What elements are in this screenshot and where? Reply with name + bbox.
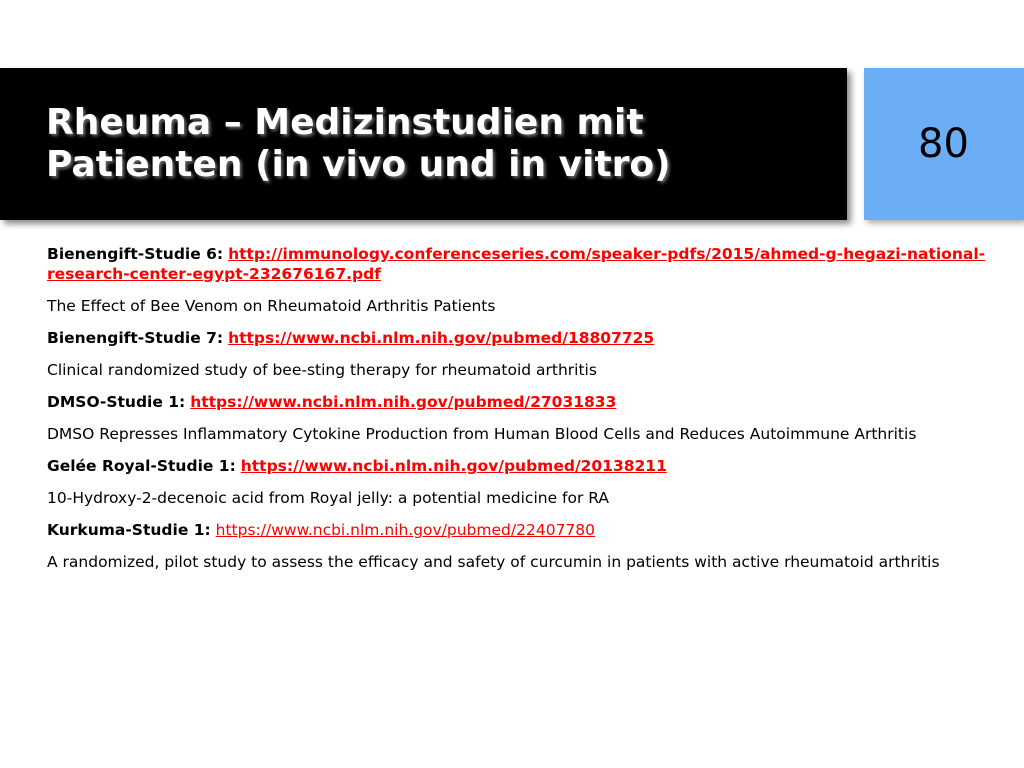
study-label: Kurkuma-Studie 1: — [47, 521, 211, 539]
study-entry — [47, 520, 987, 540]
study-description: DMSO Represses Inflammatory Cytokine Production from Human Blood Cells and Reduces Autoimmune Arthritis — [47, 425, 917, 443]
study-description: Clinical randomized study of bee-sting therapy for rheumatoid arthritis — [47, 361, 597, 379]
study-label: Gelée Royal-Studie 1: — [47, 457, 236, 475]
page-number: 80 — [918, 121, 969, 167]
title-bar — [0, 68, 847, 220]
study-entry — [47, 328, 987, 348]
study-description: The Effect of Bee Venom on Rheumatoid Arthritis Patients — [47, 297, 496, 315]
study-entry — [47, 456, 987, 476]
study-entry — [47, 392, 987, 412]
study-label: Bienengift-Studie 6: — [47, 245, 224, 263]
study-description: A randomized, pilot study to assess the efficacy and safety of curcumin in patients with active rheumatoid arthritis — [47, 553, 940, 571]
slide-title: Rheuma – Medizinstudien mit Patienten (in vivo und in vitro) — [46, 102, 671, 185]
study-description: 10-Hydroxy-2-decenoic acid from Royal jelly: a potential medicine for RA — [47, 489, 610, 507]
study-label: Bienengift-Studie 7: — [47, 329, 224, 347]
study-link[interactable]: http://immunology.conferenceseries.com/speaker-pdfs/2015/ahmed-g-hegazi-national-research-center-egypt-232676167.pdf — [47, 245, 986, 283]
study-list — [47, 244, 987, 584]
study-label: DMSO-Studie 1: — [47, 393, 186, 411]
study-link[interactable]: https://www.ncbi.nlm.nih.gov/pubmed/18807725 — [228, 329, 655, 347]
study-link[interactable]: https://www.ncbi.nlm.nih.gov/pubmed/22407780 — [215, 521, 596, 539]
study-entry — [47, 244, 987, 284]
study-link[interactable]: https://www.ncbi.nlm.nih.gov/pubmed/27031833 — [190, 393, 617, 411]
page-number-box — [864, 68, 1024, 220]
study-link[interactable]: https://www.ncbi.nlm.nih.gov/pubmed/20138211 — [240, 457, 667, 475]
